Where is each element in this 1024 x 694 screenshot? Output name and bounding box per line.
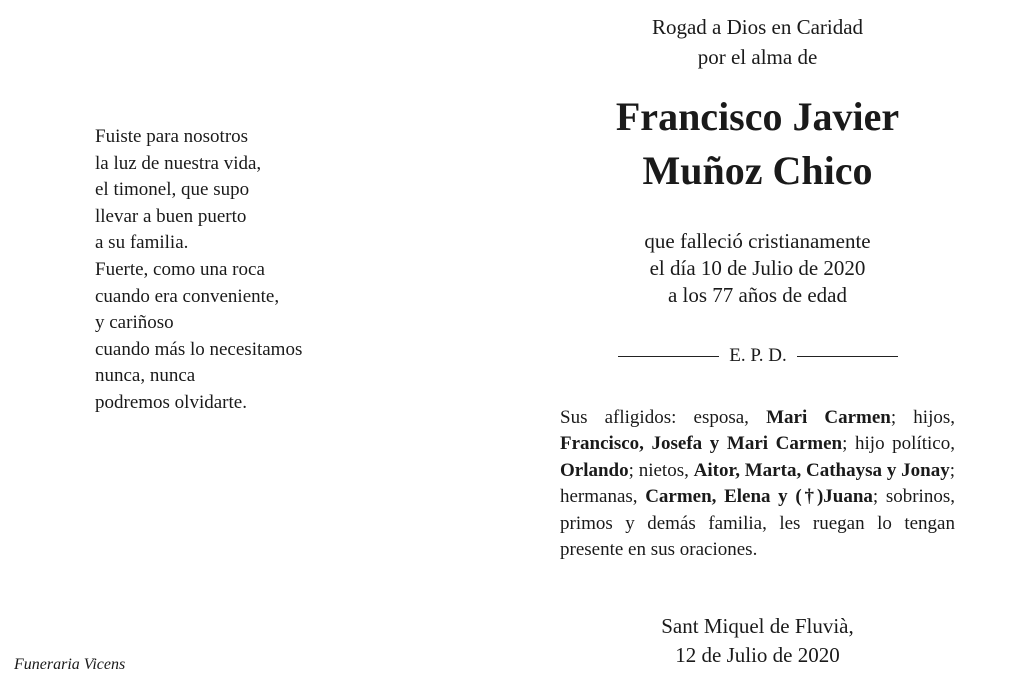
prayer-line-2: por el alma de bbox=[697, 45, 818, 69]
family-text: ; hijos, bbox=[890, 407, 955, 428]
poem-line: podremos olvidarte. bbox=[95, 391, 247, 413]
family-text: ; hermanas, bbox=[560, 459, 955, 508]
death-date: el día 10 de Julio de 2020 bbox=[649, 256, 866, 280]
divider-rule-right bbox=[797, 356, 898, 357]
death-info bbox=[560, 228, 955, 309]
epd-text: E. P. D. bbox=[729, 345, 787, 366]
family-paragraph bbox=[560, 405, 955, 563]
prayer-line-1: Rogad a Dios en Caridad bbox=[651, 15, 864, 39]
family-text: Sus afligidos: esposa, bbox=[560, 407, 767, 428]
deceased-name bbox=[560, 90, 955, 198]
spouse-name: Mari Carmen bbox=[766, 407, 891, 428]
poem-line: llevar a buen puerto bbox=[95, 205, 247, 227]
poem-line: cuando era conveniente, bbox=[95, 285, 280, 307]
family-text: ; sobrinos, primos y demás familia, les ruegan lo tengan presente en sus oraciones. bbox=[560, 486, 955, 561]
poem-line: nunca, nunca bbox=[95, 365, 196, 387]
children-names: Francisco, Josefa y Mari Carmen bbox=[560, 433, 843, 455]
family-text: ; hijo político, bbox=[842, 433, 955, 455]
place-and-date bbox=[560, 612, 955, 670]
place: Sant Miquel de Fluvià, bbox=[661, 614, 854, 638]
death-line-1: que falleció cristianamente bbox=[644, 229, 871, 253]
son-in-law-name: Orlando bbox=[560, 459, 629, 481]
sisters-names: Carmen, Elena y (†)Juana bbox=[645, 486, 873, 508]
poem-line: a su familia. bbox=[95, 232, 189, 254]
poem-line: Fuerte, como una roca bbox=[95, 258, 265, 280]
grandchildren-names: Aitor, Marta, Cathaysa y Jonay bbox=[693, 459, 950, 481]
deceased-first-names: Francisco Javier bbox=[615, 94, 900, 139]
poem-line: Fuiste para nosotros bbox=[95, 126, 249, 147]
death-age: a los 77 años de edad bbox=[667, 283, 848, 307]
date: 12 de Julio de 2020 bbox=[675, 643, 840, 667]
funeral-home-name: Funeraria Vicens bbox=[14, 656, 126, 673]
deceased-surnames: Muñoz Chico bbox=[642, 148, 873, 193]
poem-line: y cariñoso bbox=[95, 312, 174, 334]
poem-line: la luz de nuestra vida, bbox=[95, 152, 262, 174]
prayer-header bbox=[560, 12, 955, 72]
divider-rule-left bbox=[618, 356, 719, 357]
poem-line: cuando más lo necesitamos bbox=[95, 338, 303, 360]
memorial-poem bbox=[95, 124, 302, 417]
epd-divider bbox=[618, 345, 898, 367]
family-text: ; nietos, bbox=[628, 459, 694, 481]
poem-line: el timonel, que supo bbox=[95, 179, 250, 201]
